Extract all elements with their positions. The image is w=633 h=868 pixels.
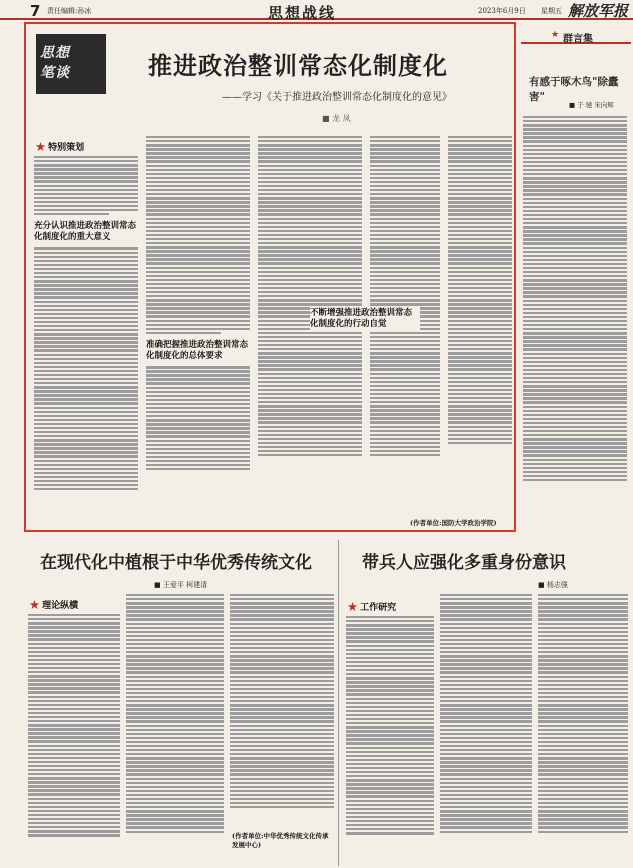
author-affiliation: (作者单位:国防大学政治学院) (410, 519, 497, 527)
bottom-right-article (342, 538, 631, 866)
bl-column-3 (230, 594, 334, 864)
sidebar-body (523, 116, 627, 521)
red-star-icon: ★ (348, 603, 358, 613)
red-star-icon: ★ (551, 30, 560, 40)
section-heading-2: 准确把握推进政治整训常态化制度化的总体要求 (146, 340, 249, 362)
issue-date: 2023年6月9日 (478, 7, 526, 15)
article-subtitle: ——学习《关于推进政治整训常态化制度化的意见》 (222, 92, 452, 103)
section-kicker: ★ 特别策划 (36, 143, 85, 153)
body-column-2 (146, 136, 250, 526)
sidebar-byline: ■ 于 驰 宋向辉 (569, 101, 614, 109)
br-kicker: ★ 工作研究 (348, 603, 397, 613)
issue-weekday: 星期五 (541, 7, 562, 15)
br-column-1 (346, 616, 434, 864)
bottom-left-article (24, 538, 336, 866)
bl-title: 在现代化中植根于中华优秀传统文化 (40, 553, 312, 573)
feature-article (24, 22, 516, 532)
body-column-1 (34, 156, 138, 526)
column-logo: 思想笔谈 (36, 34, 106, 94)
newspaper-logo: 解放军报 (568, 2, 629, 20)
body-column-5 (448, 136, 512, 526)
bl-byline: ■ 王爱平 柯建清 (154, 581, 208, 589)
page-editor: 责任编辑:孙冰 (47, 7, 92, 15)
bl-column-2 (126, 594, 224, 864)
masthead (0, 0, 633, 20)
bl-author-note: (作者单位:中华优秀传统文化传承发展中心) (232, 832, 332, 850)
bl-column-1 (28, 614, 120, 864)
section-heading-3: 不断增强推进政治整训常态化制度化的行动自觉 (310, 306, 420, 332)
page-number: 7 (30, 2, 41, 20)
br-column-2 (440, 594, 532, 864)
sidebar-title: 有感于啄木鸟"除蠹害" (529, 76, 619, 103)
red-star-icon: ★ (36, 143, 46, 153)
br-title: 带兵人应强化多重身份意识 (362, 553, 566, 573)
br-column-3 (538, 594, 628, 864)
bl-kicker: ★ 理论纵横 (30, 601, 79, 611)
sidebar-label-bar: ★ 群言集 (521, 30, 631, 44)
article-byline: ■ 龙 凤 (322, 114, 351, 123)
column-name: 思想战线 (268, 4, 337, 22)
article-title: 推进政治整训常态化制度化 (148, 52, 448, 80)
sidebar-column (521, 22, 631, 532)
br-byline: ■ 杨志强 (538, 581, 568, 589)
section-heading-1: 充分认识推进政治整训常态化制度化的重大意义 (34, 221, 137, 243)
red-star-icon: ★ (30, 601, 40, 611)
column-divider (338, 540, 339, 866)
